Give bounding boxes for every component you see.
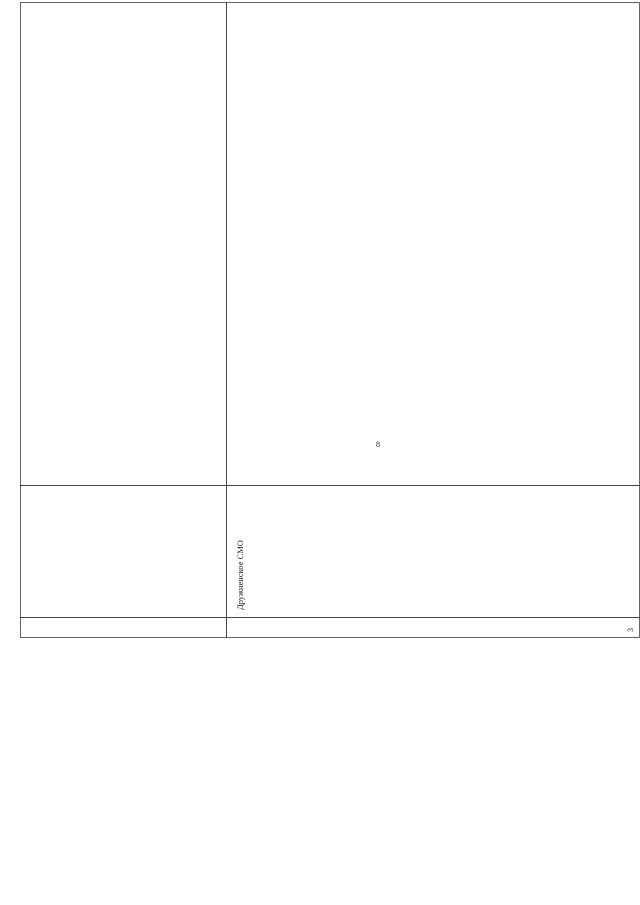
- row-number-cell: [227, 617, 640, 638]
- page-number: 8: [376, 440, 380, 449]
- description-cell: [227, 2, 640, 486]
- rotated-table: [20, 2, 640, 638]
- municipality-cell: [227, 485, 640, 618]
- table-row: [226, 2, 640, 638]
- row-number-cell: [20, 617, 226, 638]
- row-number: 3: [626, 628, 635, 632]
- description-cell: [20, 2, 226, 486]
- table-row: [20, 2, 226, 638]
- municipality-name: Дружненское СМО: [235, 540, 245, 610]
- municipality-cell: [20, 485, 226, 618]
